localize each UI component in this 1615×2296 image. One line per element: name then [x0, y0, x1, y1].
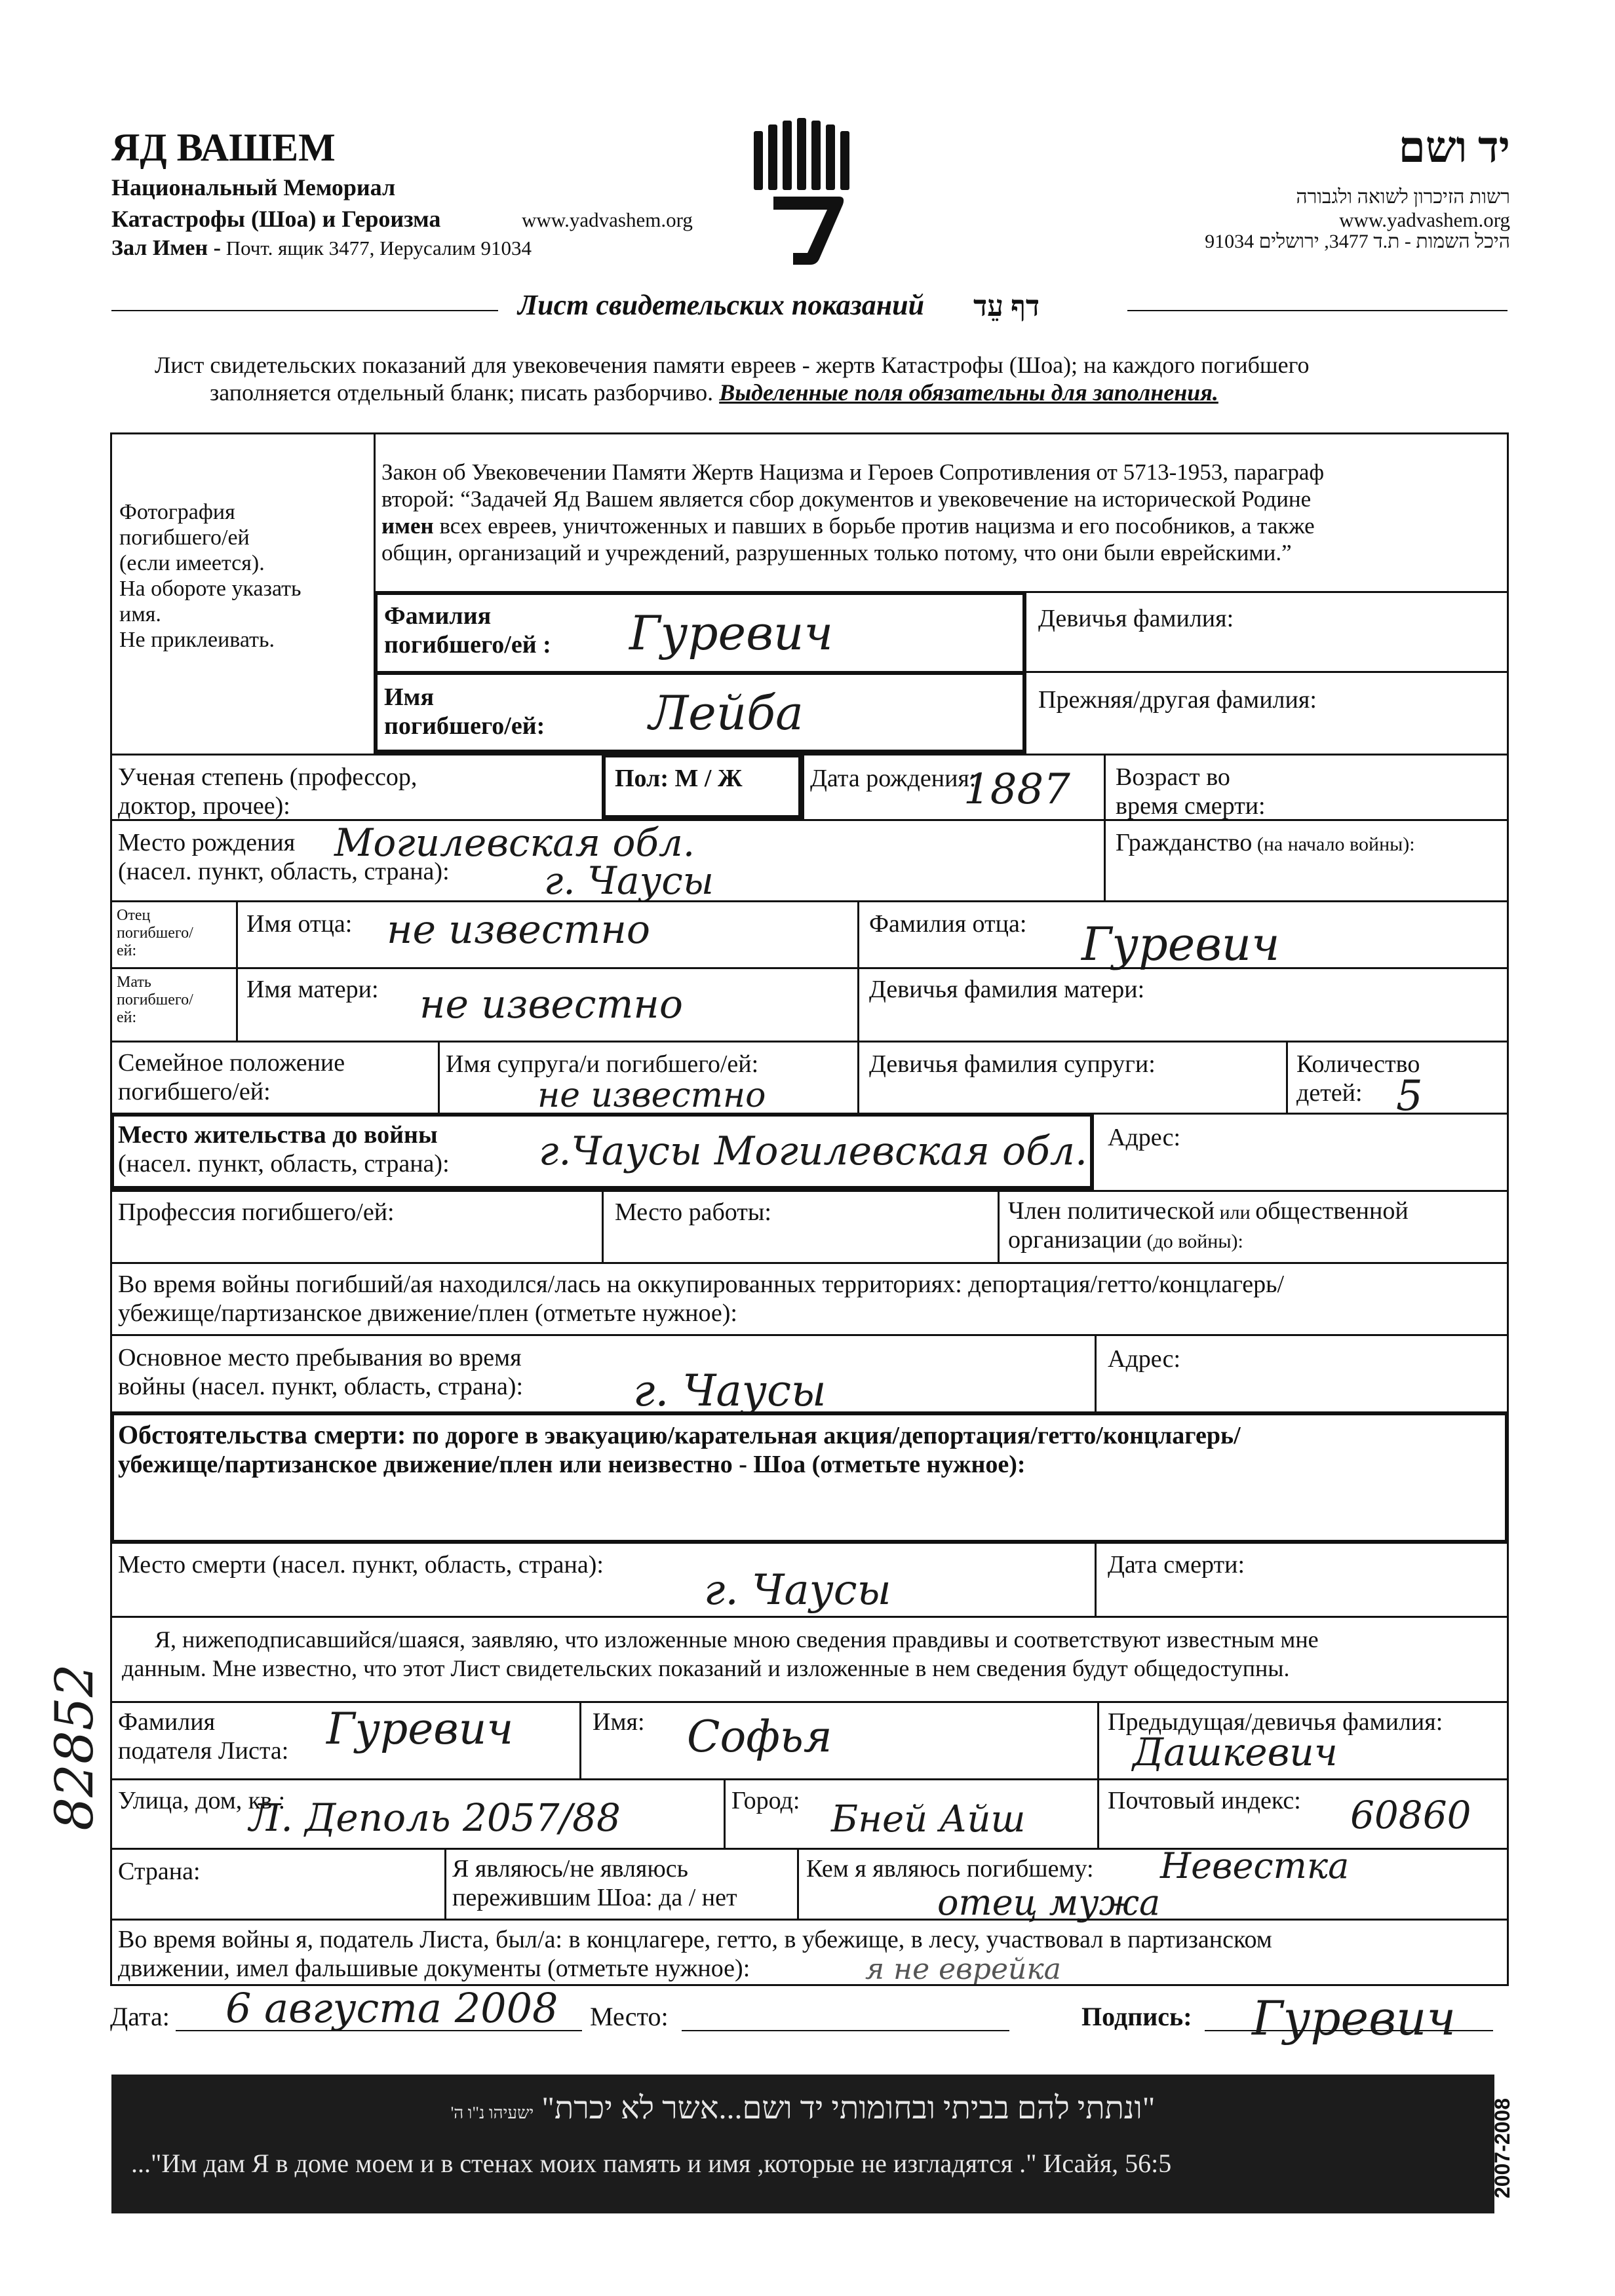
website-left[interactable]: www.yadvashem.org	[522, 208, 693, 231]
first-name-label: Имя погибшего/ей:	[384, 683, 545, 740]
org-title-he: יד ושם	[1398, 124, 1510, 172]
signature-label: Подпись:	[1081, 2002, 1192, 2031]
mother-side-label: Мать погибшего/ ей:	[117, 974, 193, 1026]
street-label: Улица, дом, кв.:	[118, 1787, 286, 1814]
residence-label: Место жительства до войны (насел. пункт, область, страна):	[118, 1121, 450, 1177]
marital-status-label: Семейное положение погибшего/ей:	[118, 1049, 345, 1105]
form-title-ru: Лист свидетельских показаний	[518, 289, 925, 321]
maiden-name-label: Девичья фамилия:	[1038, 605, 1234, 632]
intro-line1: Лист свидетельских показаний для увековечения памяти евреев - жертв Катастрофы (Шоа); на каждого погибшего	[155, 352, 1310, 378]
law-text	[381, 459, 1324, 566]
birthdate-label: Дата рождения:	[810, 765, 977, 792]
form-title-he: דף עֵד	[973, 290, 1040, 322]
date-value[interactable]: 6 августа 2008	[225, 1984, 558, 2032]
father-name-value[interactable]: не известно	[387, 907, 651, 953]
place-label: Место:	[590, 2002, 669, 2031]
website-right[interactable]: www.yadvashem.org	[1339, 208, 1510, 231]
address-ru-rest: Почт. ящик 3477, Иерусалим 91034	[220, 237, 532, 259]
prev-surname-label: Прежняя/другая фамилия:	[1038, 686, 1317, 714]
mother-name-value[interactable]: не известно	[419, 982, 684, 1027]
street-value[interactable]: Л. Деполь 2057/88	[249, 1795, 621, 1840]
zip-label: Почтовый индекс:	[1108, 1787, 1301, 1814]
declaration-text: Я, нижеподписавшийся/шаяся, заявляю, что изложенные мною сведения правдивы и соответствуют известным мне данным. Мне известно, что этот Лист свидетельских показаний и изложенные в нем сведения будут общедоступны.	[122, 1626, 1319, 1681]
law-line1: Закон об Увековечении Памяти Жертв Нацизма и Героев Сопротивления от 5713-1953, параграф	[381, 459, 1325, 485]
photo-line2: погибшего/ей	[119, 526, 250, 550]
intro-line2	[210, 379, 1218, 406]
law-line2: второй: “Задачей Яд Вашем является сбор документов и увековечение на исторической Родине	[381, 486, 1312, 512]
mother-maiden-label: Девичья фамилия матери:	[869, 976, 1145, 1003]
address-he: היכל השמות - ת.ד 3477, ירושלים 91034	[1205, 231, 1510, 252]
death-date-label: Дата смерти:	[1108, 1551, 1245, 1578]
father-name-label: Имя отца:	[246, 910, 353, 938]
main-place-value[interactable]: г. Чаусы	[633, 1366, 827, 1416]
signature-value[interactable]: Гуревич	[1252, 1991, 1456, 2046]
mother-name-label: Имя матери:	[246, 976, 379, 1003]
main-place-label: Основное место пребывания во время войны (насел. пункт, область, страна):	[118, 1344, 524, 1400]
footer-russian-quote: ..."Им дам Я в доме моем и в стенах моих память и имя ,которые не изгладятся ." Исайя, 56:5	[131, 2149, 1172, 2178]
father-surname-value[interactable]: Гуревич	[1081, 917, 1280, 971]
birthplace-value-town[interactable]: г. Чаусы	[544, 858, 714, 903]
law-line3: имен всех евреев, уничтоженных и павших в борьбе против нацизма и его пособников, а также	[381, 513, 1315, 539]
org-line1-ru: Национальный Мемориал	[111, 174, 396, 201]
wartime-status-text[interactable]: Во время войны погибший/ая находился/лась на оккупированных территориях: депортация/гетто/концлагерь/ убежище/партизанское движение/плен (отметьте нужное):	[118, 1271, 1285, 1327]
city-label: Город:	[731, 1787, 800, 1814]
photo-box	[119, 499, 302, 653]
photo-line1: Фотография	[119, 500, 235, 524]
death-circumstances-text[interactable]: Обстоятельства смерти: по дороге в эвакуацию/карательная акция/депортация/гетто/концлагерь/ убежище/партизанское движение/плен или неизвестно - Шоа (отметьте нужное):	[118, 1420, 1241, 1478]
date-label: Дата:	[110, 2002, 170, 2031]
citizenship-label: Гражданство (на начало войны):	[1116, 829, 1415, 856]
org-line1-he: רשות הזיכרון לשואה ולגבורה	[1296, 186, 1510, 208]
death-place-value[interactable]: г. Чаусы	[704, 1566, 891, 1615]
organization-member-label: Член политической или общественной организации (до войны):	[1008, 1197, 1409, 1253]
archive-number: 82852	[43, 1664, 105, 1831]
children-count-label: Количество детей:	[1296, 1050, 1420, 1107]
footer-year: 2007-2008	[1490, 2097, 1515, 2199]
spouse-maiden-label: Девичья фамилия супруги:	[869, 1050, 1156, 1078]
residence-value[interactable]: г.Чаусы Могилевская обл.	[539, 1128, 1088, 1174]
relation-value-1[interactable]: Невестка	[1160, 1845, 1350, 1886]
relation-label: Кем я являюсь погибшему:	[806, 1855, 1094, 1883]
photo-line6: Не приклеивать.	[119, 628, 275, 652]
workplace-label: Место работы:	[615, 1198, 771, 1226]
death-place-label: Место смерти (насел. пункт, область, страна):	[118, 1551, 604, 1578]
footer-hebrew-quote: "ונתתי להם בביתי ובחומותי יד ושם...אשר לא יכרת" ישעיהו נ"ו ה'	[450, 2091, 1156, 2126]
birthplace-label: Место рождения (насел. пункт, область, страна):	[118, 829, 450, 885]
photo-line5: имя.	[119, 602, 161, 626]
submitter-surname-label: Фамилия подателя Листа:	[118, 1708, 289, 1765]
org-title-ru: ЯД ВАШЕМ	[111, 126, 336, 169]
sex-label[interactable]: Пол: М / Ж	[615, 765, 743, 792]
address2-label: Адрес:	[1108, 1345, 1181, 1373]
zip-value[interactable]: 60860	[1350, 1793, 1471, 1837]
first-name-value[interactable]: Лейба	[649, 685, 804, 740]
org-line2-ru: Катастрофы (Шоа) и Героизма	[111, 206, 441, 232]
surname-value[interactable]: Гуревич	[629, 605, 834, 660]
country-label: Страна:	[118, 1858, 201, 1885]
submitter-prev-surname-value[interactable]: Дашкевич	[1133, 1730, 1338, 1774]
yad-vashem-logo-icon	[747, 118, 865, 275]
profession-label: Профессия погибшего/ей:	[118, 1198, 395, 1226]
survivor-label[interactable]: Я являюсь/не являюсь пережившим Шоа: да / нет	[452, 1855, 737, 1911]
submitter-name-value[interactable]: Софья	[687, 1712, 832, 1762]
submitter-prev-surname-label: Предыдущая/девичья фамилия:	[1108, 1708, 1443, 1736]
intro-mandatory-note: Выделенные поля обязательны для заполнения.	[719, 379, 1218, 406]
spouse-name-label: Имя супруга/и погибшего/ей:	[446, 1050, 759, 1078]
father-side-label: Отец погибшего/ ей:	[117, 907, 193, 959]
submitter-wartime-value[interactable]: я не еврейка	[865, 1953, 1061, 1986]
city-value[interactable]: Бней Айш	[831, 1798, 1026, 1841]
submitter-name-label: Имя:	[593, 1708, 645, 1736]
submitter-wartime-text[interactable]: Во время войны я, податель Листа, был/а: в концлагере, гетто, в убежище, в лесу, участвовал в партизанском движении, имел фальшивые документы (отметьте нужное):	[118, 1926, 1272, 1982]
relation-value-2[interactable]: отец мужа	[937, 1882, 1161, 1923]
photo-line4: На обороте указать	[119, 577, 302, 601]
birthplace-value-region[interactable]: Могилевская обл.	[334, 820, 695, 865]
age-at-death-label: Возраст во время смерти:	[1116, 763, 1266, 820]
children-count-value[interactable]: 5	[1396, 1072, 1423, 1120]
address-ru-bold: Зал Имен -	[111, 236, 221, 260]
submitter-surname-value[interactable]: Гуревич	[326, 1704, 514, 1754]
law-line4: общин, организаций и учреждений, разрушенных только потому, что они были еврейскими.”	[381, 540, 1292, 565]
birthdate-value[interactable]: 1887	[963, 765, 1070, 814]
address-label: Адрес:	[1108, 1124, 1181, 1151]
degree-label: Ученая степень (профессор, доктор, прочее):	[118, 763, 418, 820]
surname-label: Фамилия погибшего/ей :	[384, 602, 551, 659]
intro-line2-text: заполняется отдельный бланк; писать разборчиво.	[210, 379, 720, 406]
photo-line3: (если имеется).	[119, 551, 265, 575]
address-ru	[111, 236, 532, 261]
spouse-name-value[interactable]: не известно	[537, 1076, 766, 1115]
father-surname-label: Фамилия отца:	[869, 910, 1027, 938]
